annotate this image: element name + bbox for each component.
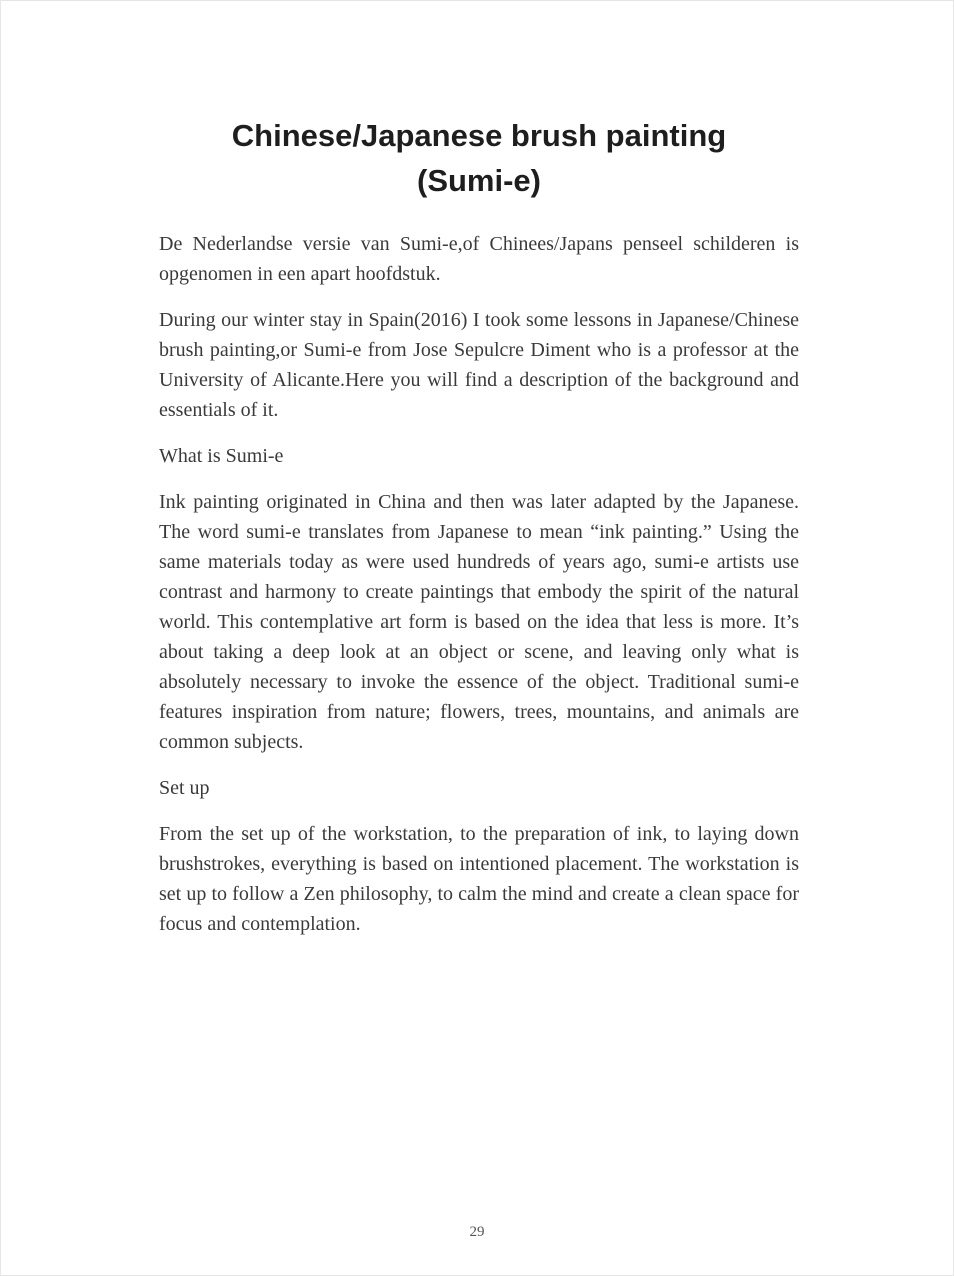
page-number: 29 [469,1224,485,1240]
paragraph-workstation-setup: From the set up of the workstation, to the preparation of ink, to laying down brushstrokes, everything is based on intentioned placement. The workstation is set up to follow a Zen philosophy, to calm the mind and create a clean space for focus and contemplation. [159,823,799,935]
page-content [159,113,799,955]
paragraph-dutch-intro: De Nederlandse versie van Sumi-e,of Chinees/Japans penseel schilderen is opgenomen in een apart hoofdstuk. [159,233,799,285]
section-heading-set-up: Set up [159,777,210,799]
section-heading-what-is-sumi-e: What is Sumi-e [159,445,284,467]
document-title-line2: (Sumi-e) [417,163,541,198]
document-title [159,113,799,203]
document-title-line1: Chinese/Japanese brush painting [231,118,727,153]
paragraph-ink-painting-history: Ink painting originated in China and then was later adapted by the Japanese. The word sumi-e translates from Japanese to mean “ink painting.” Using the same materials today as were used hundreds of years ago, sumi-e artists use contrast and harmony to create paintings that embody the spirit of the natural world. This contemplative art form is based on the idea that less is more. It’s about taking a deep look at an object or scene, and leaving only what is absolutely necessary to invoke the essence of the object. Traditional sumi-e features inspiration from nature; flowers, trees, mountains, and animals are common subjects. [159,491,799,753]
paragraph-lessons-intro: During our winter stay in Spain(2016) I took some lessons in Japanese/Chinese brush painting,or Sumi-e from Jose Sepulcre Diment who is a professor at the University of Alicante.Here you will find a description of the background and essentials of it. [159,309,799,421]
